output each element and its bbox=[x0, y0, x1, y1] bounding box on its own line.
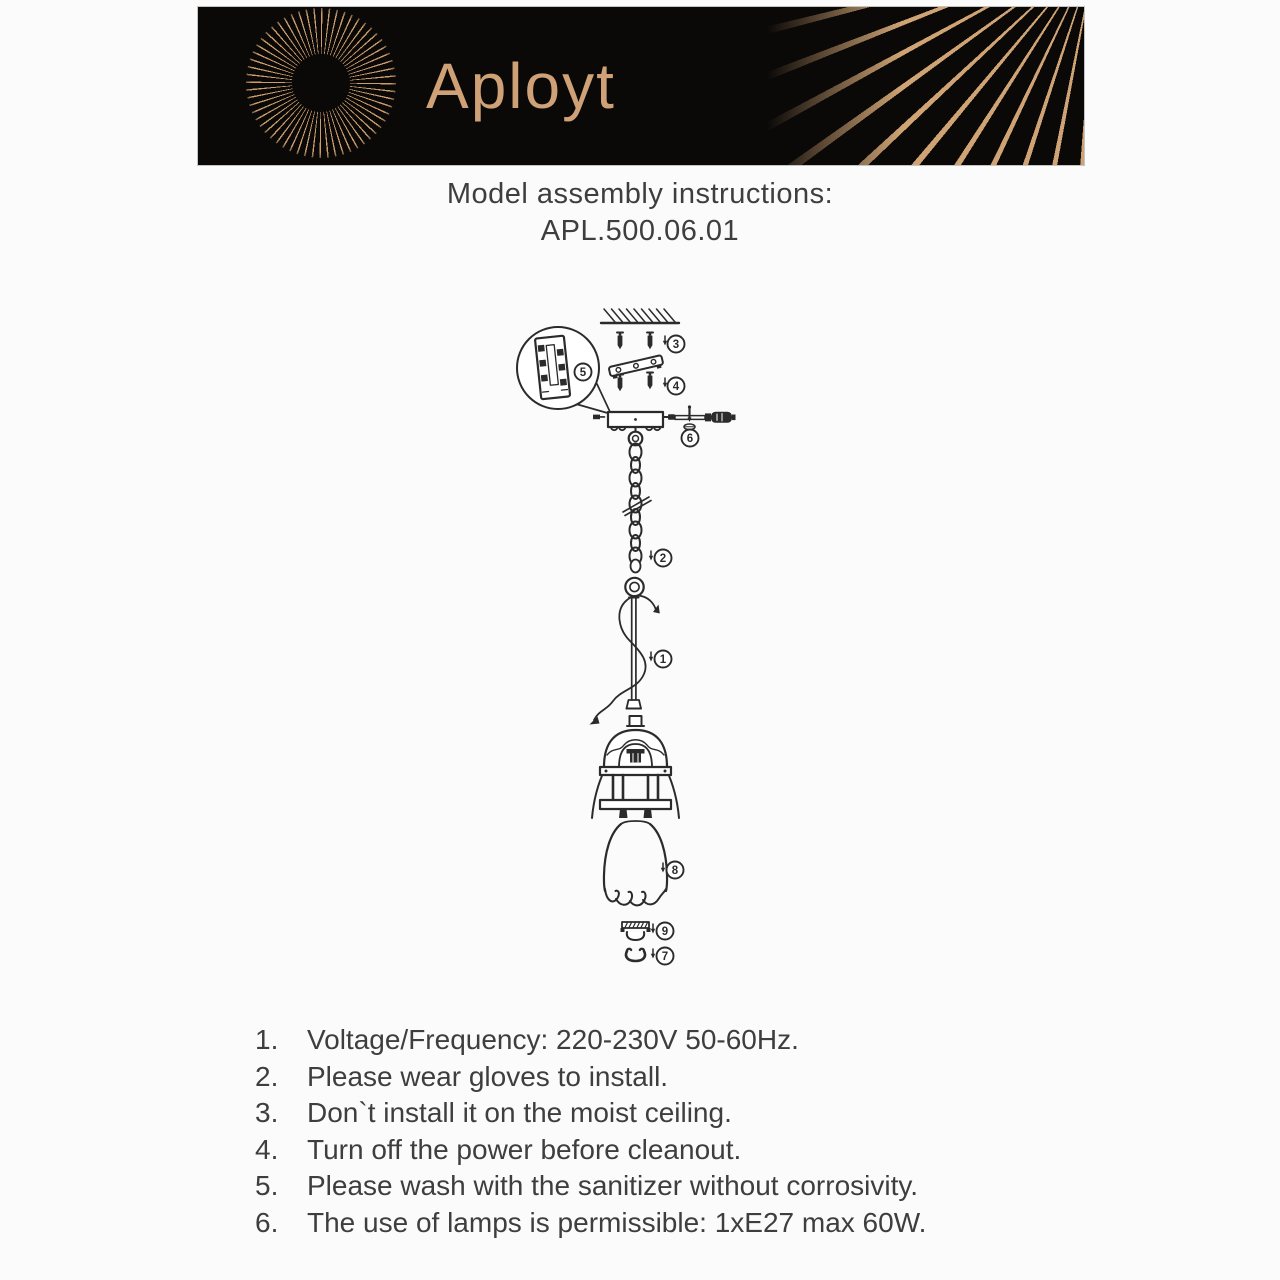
list-item bbox=[255, 1132, 926, 1169]
ceiling-canopy bbox=[593, 412, 663, 445]
list-item bbox=[255, 1168, 926, 1205]
svg-text:5: 5 bbox=[579, 367, 587, 379]
item-number: 3. bbox=[255, 1097, 279, 1129]
svg-text:4: 4 bbox=[672, 381, 680, 393]
part-label-3 bbox=[663, 336, 685, 353]
part-label-7 bbox=[651, 948, 674, 965]
starburst-core bbox=[292, 54, 350, 112]
lamp-cage bbox=[592, 716, 679, 818]
hook-ring bbox=[625, 578, 643, 596]
item-text: Please wash with the sanitizer without corrosivity. bbox=[307, 1170, 919, 1202]
glass-shade bbox=[604, 821, 667, 905]
brand-name: Aployt bbox=[426, 50, 616, 122]
part-label-6 bbox=[682, 430, 699, 447]
brand-banner bbox=[197, 6, 1085, 166]
item-text: Don`t install it on the moist ceiling. bbox=[307, 1097, 732, 1129]
ceiling-screws bbox=[617, 333, 653, 350]
item-number: 5. bbox=[255, 1170, 279, 1202]
item-number: 2. bbox=[255, 1060, 279, 1092]
terminal-block bbox=[535, 336, 570, 400]
corner-rays-fade bbox=[754, 7, 1084, 165]
svg-text:1: 1 bbox=[659, 654, 667, 666]
model-number: APL.500.06.01 bbox=[540, 215, 740, 247]
list-item bbox=[255, 1022, 926, 1059]
list-item bbox=[255, 1205, 926, 1242]
mounting-bracket bbox=[609, 355, 664, 379]
part-label-9 bbox=[651, 923, 674, 940]
list-item bbox=[255, 1095, 926, 1132]
svg-text:9: 9 bbox=[661, 926, 669, 938]
terminal-callout bbox=[517, 327, 611, 414]
suspension-rod bbox=[627, 598, 642, 709]
svg-text:3: 3 bbox=[672, 339, 680, 351]
part-label-5 bbox=[575, 364, 592, 381]
retaining-ring bbox=[626, 949, 645, 961]
part-label-8 bbox=[661, 862, 684, 879]
title-block bbox=[0, 176, 1280, 250]
item-number: 1. bbox=[255, 1024, 279, 1056]
hanging-chain bbox=[623, 444, 651, 573]
svg-text:2: 2 bbox=[659, 553, 667, 565]
item-number: 6. bbox=[255, 1206, 279, 1238]
assembly-diagram bbox=[480, 300, 780, 980]
part-label-4 bbox=[663, 378, 685, 395]
instruction-list bbox=[255, 1022, 926, 1241]
svg-text:8: 8 bbox=[671, 865, 679, 877]
socket-ring bbox=[621, 922, 651, 940]
item-text: Voltage/Frequency: 220-230V 50-60Hz. bbox=[307, 1024, 799, 1056]
list-item bbox=[255, 1059, 926, 1096]
ceiling-hatch bbox=[601, 309, 679, 323]
screwdriver bbox=[664, 405, 736, 429]
part-label-1 bbox=[649, 651, 672, 668]
item-text: The use of lamps is permissible: 1xE27 max 60W. bbox=[307, 1206, 927, 1238]
svg-text:7: 7 bbox=[661, 951, 669, 963]
svg-text:6: 6 bbox=[686, 433, 694, 445]
item-number: 4. bbox=[255, 1133, 279, 1165]
power-cord bbox=[590, 596, 660, 725]
page-title: Model assembly instructions: bbox=[446, 178, 834, 210]
bracket-screws bbox=[617, 373, 653, 392]
item-text: Please wear gloves to install. bbox=[307, 1060, 669, 1092]
part-label-2 bbox=[649, 550, 672, 567]
item-text: Turn off the power before cleanout. bbox=[307, 1133, 742, 1165]
